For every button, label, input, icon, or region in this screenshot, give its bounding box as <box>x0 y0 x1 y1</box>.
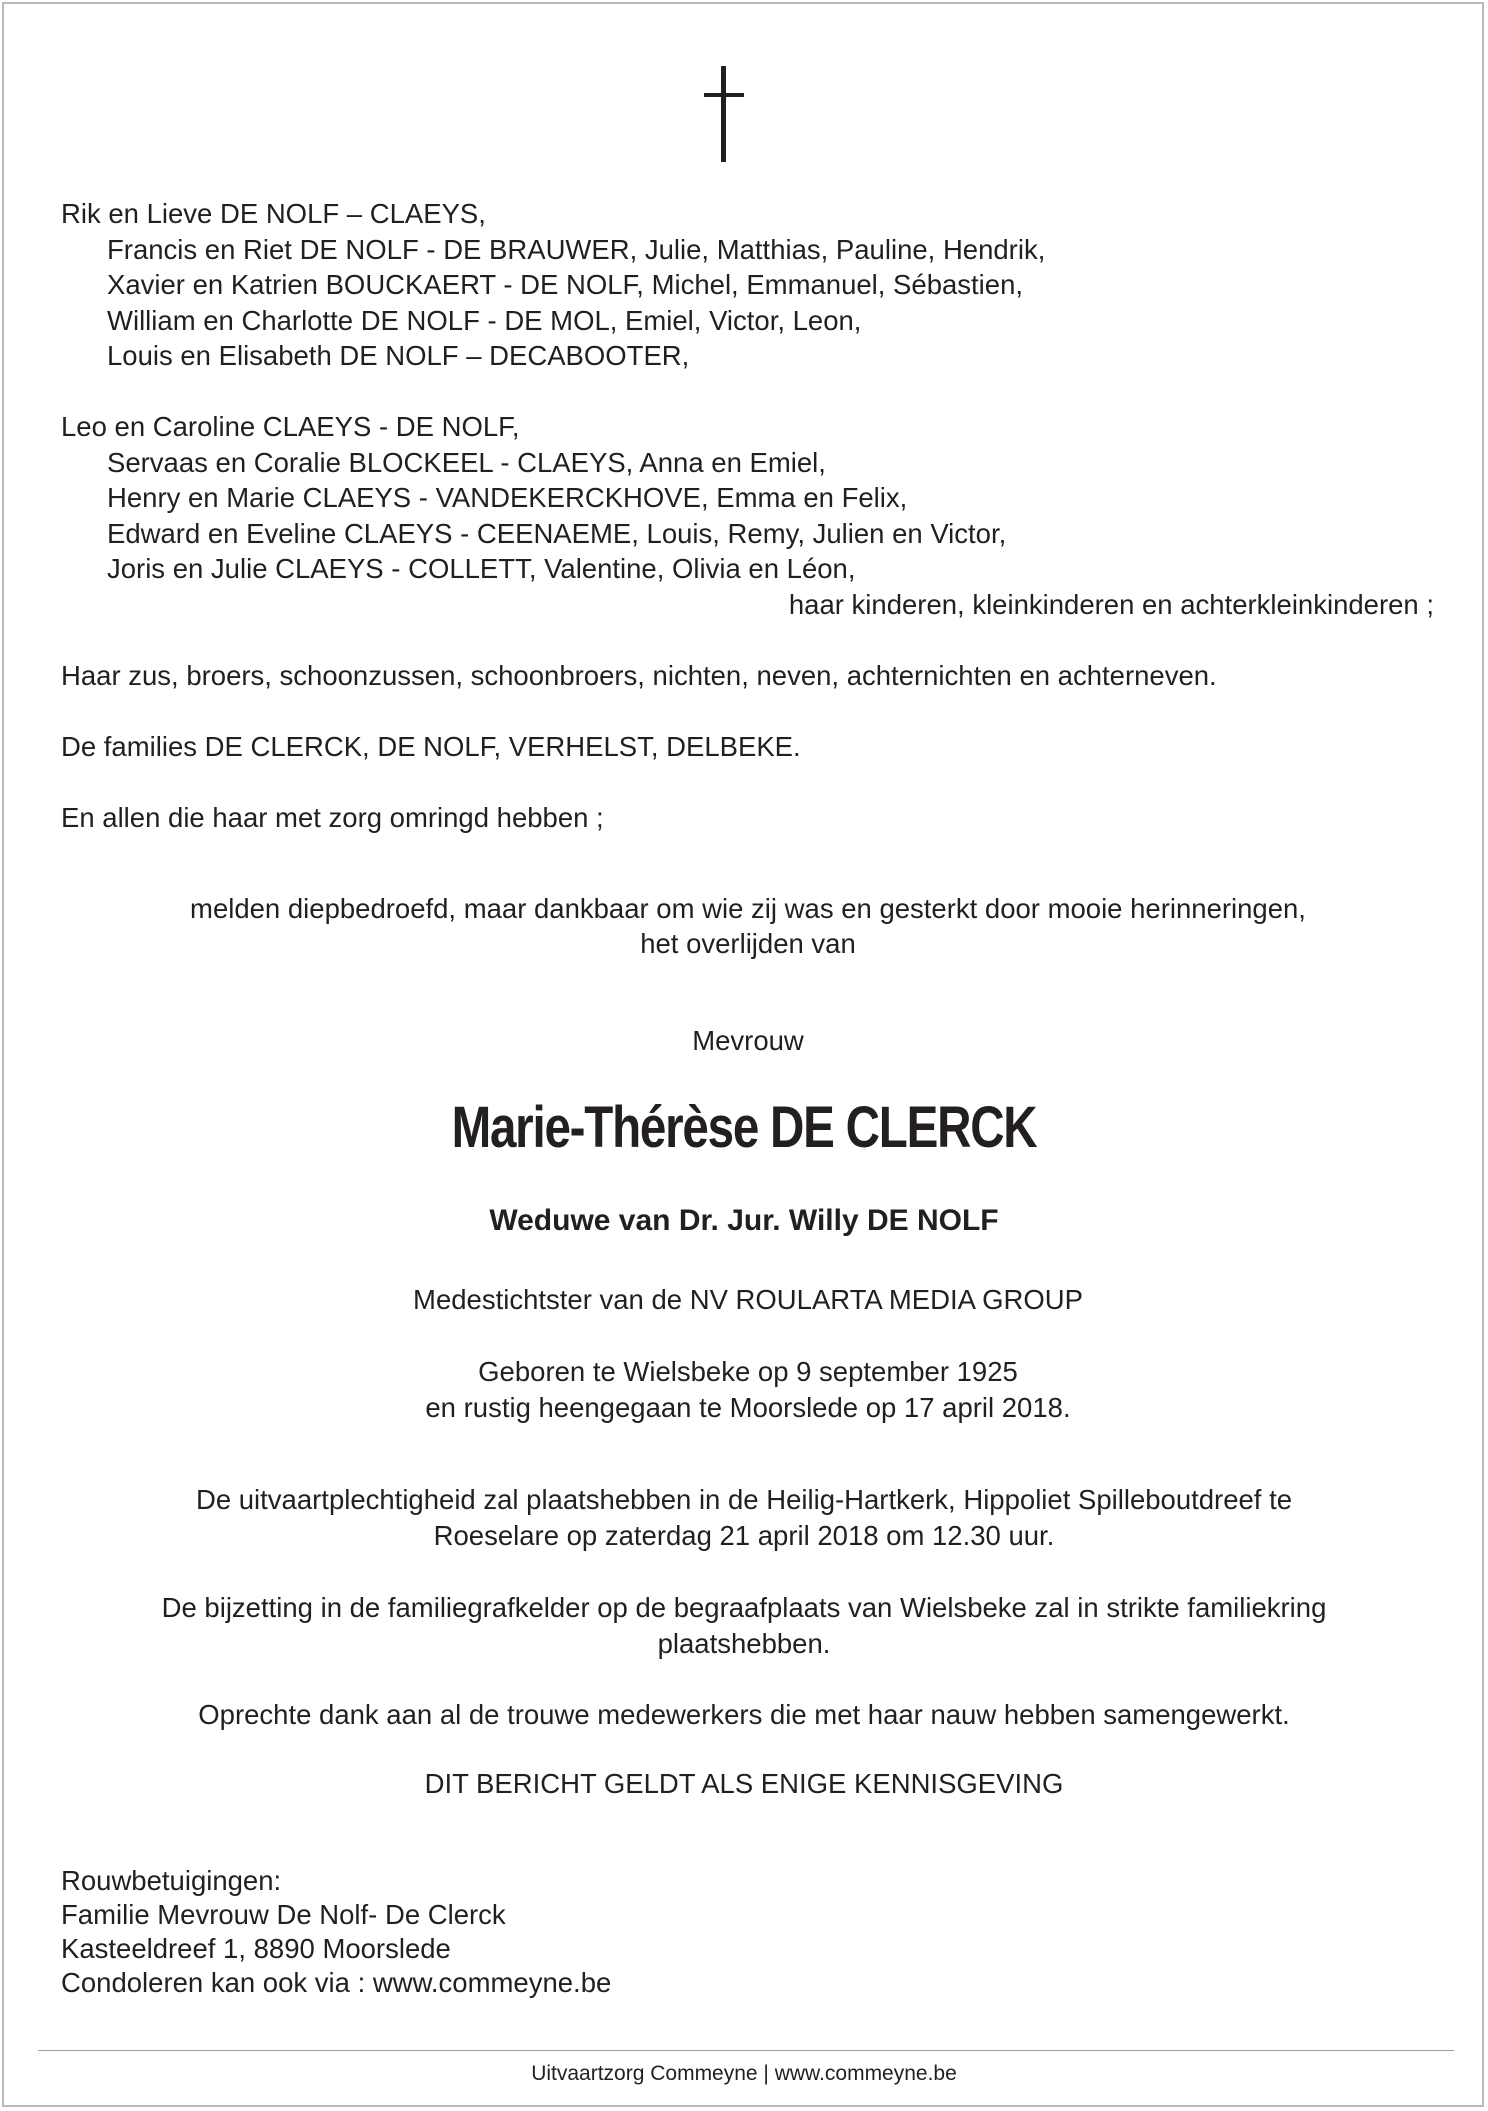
deceased-name: Marie-Thérèse DE CLERCK <box>451 1095 1037 1160</box>
family-member: Xavier en Katrien BOUCKAERT - DE NOLF, Michel, Emmanuel, Sébastien, <box>107 269 1024 300</box>
announcement-line-1: melden diepbedroefd, maar dankbaar om wie zij was en gesterkt door mooie herinneringen, <box>190 893 1306 924</box>
contact-address: Kasteeldreef 1, 8890 Moorslede <box>61 1933 451 1964</box>
kids-line: haar kinderen, kleinkinderen en achterkleinkinderen ; <box>788 588 1434 620</box>
family-member: Henry en Marie CLAEYS - VANDEKERCKHOVE, Emma en Felix, <box>107 482 908 513</box>
footer-text: Uitvaartzorg Commeyne | www.commeyne.be <box>531 2062 957 2085</box>
died-line: en rustig heengegaan te Moorslede op 17 april 2018. <box>425 1392 1071 1423</box>
family-member: William en Charlotte DE NOLF - DE MOL, Emiel, Victor, Leon, <box>107 304 862 336</box>
thanks-line: Oprechte dank aan al de trouwe medewerkers die met haar nauw hebben samengewerkt. <box>198 1699 1290 1730</box>
funeral-line-1: De uitvaartplechtigheid zal plaatshebben in de Heilig-Hartkerk, Hippoliet Spilleboutdreef te <box>195 1484 1293 1515</box>
family-member: Louis en Elisabeth DE NOLF – DECABOOTER, <box>107 340 690 371</box>
obituary-card <box>2 2 1484 2107</box>
family-member: Servaas en Coralie BLOCKEEL - CLAEYS, Anna en Emiel, <box>107 446 826 478</box>
footer-divider <box>38 2050 1454 2051</box>
contact-heading: Rouwbetuigingen: <box>61 1865 282 1896</box>
notice-line: DIT BERICHT GELDT ALS ENIGE KENNISGEVING <box>424 1768 1064 1799</box>
family-member: Edward en Eveline CLAEYS - CEENAEME, Louis, Remy, Julien en Victor, <box>107 517 1007 549</box>
family-member: Francis en Riet DE NOLF - DE BRAUWER, Julie, Matthias, Pauline, Hendrik, <box>107 233 1046 265</box>
deceased-title: Mevrouw <box>692 1025 804 1056</box>
contact-name: Familie Mevrouw De Nolf- De Clerck <box>61 1899 506 1930</box>
other-families-line: De families DE CLERCK, DE NOLF, VERHELST, DELBEKE. <box>61 730 801 762</box>
others-line: En allen die haar met zorg omringd hebben ; <box>61 801 604 833</box>
born-line: Geboren te Wielsbeke op 9 september 1925 <box>478 1356 1018 1387</box>
announcement-line-2: het overlijden van <box>640 928 856 959</box>
cross-icon <box>704 66 744 162</box>
role-line: Medestichtster van de NV ROULARTA MEDIA GROUP <box>413 1284 1083 1315</box>
contact-block <box>61 1864 611 2000</box>
widow-line: Weduwe van Dr. Jur. Willy DE NOLF <box>489 1204 999 1237</box>
contact-online: Condoleren kan ook via : www.commeyne.be <box>61 1967 612 1998</box>
family-list <box>61 196 1434 835</box>
family-head: Rik en Lieve DE NOLF – CLAEYS, <box>61 198 486 229</box>
funeral-line-2: Roeselare op zaterdag 21 april 2018 om 12.30 uur. <box>433 1520 1055 1551</box>
burial-line-1: De bijzetting in de familiegrafkelder op de begraafplaats van Wielsbeke zal in strikte familiekring <box>161 1592 1327 1623</box>
siblings-line: Haar zus, broers, schoonzussen, schoonbroers, nichten, neven, achternichten en achterneven. <box>61 659 1217 691</box>
family-member: Joris en Julie CLAEYS - COLLETT, Valentine, Olivia en Léon, <box>107 553 856 584</box>
burial-line-2: plaatshebben. <box>657 1628 831 1659</box>
family-head: Leo en Caroline CLAEYS - DE NOLF, <box>61 411 520 442</box>
